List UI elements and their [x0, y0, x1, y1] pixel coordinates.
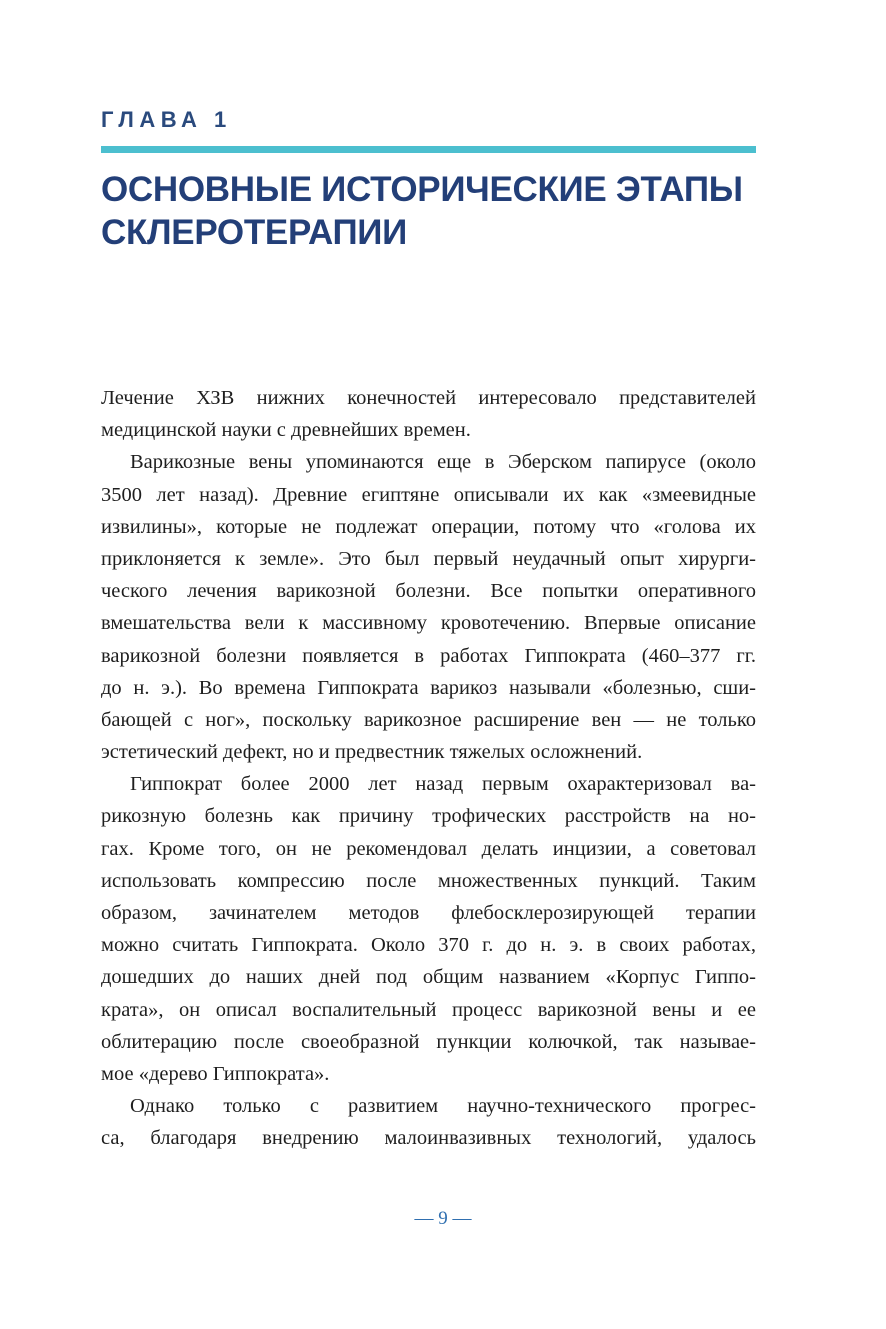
paragraph — [101, 1090, 756, 1154]
text-line: гах. Кроме того, он не рекомендовал делать инцизии, а советовал — [101, 837, 756, 860]
chapter-title-line: ОСНОВНЫЕ ИСТОРИЧЕСКИЕ ЭТАПЫ — [101, 170, 743, 209]
text-line: эстетический дефект, но и предвестник тяжелых осложнений. — [101, 741, 643, 764]
text-line: вмешательства вели к массивному кровотечению. Впервые описание — [101, 612, 756, 635]
text-line: Однако только с развитием научно-технического прогрес- — [130, 1095, 756, 1118]
page-number: — 9 — — [414, 1208, 472, 1229]
chapter-title-line: СКЛЕРОТЕРАПИИ — [101, 213, 408, 252]
text-line: Гиппократ более 2000 лет назад первым охарактеризовал ва- — [130, 773, 756, 796]
text-line: медицинской науки с древнейших времен. — [101, 419, 471, 442]
text-line: крата», он описал воспалительный процесс варикозной вены и ее — [101, 998, 756, 1021]
text-line: использовать компрессию после множественных пункций. Таким — [101, 869, 756, 892]
text-line: рикозную болезнь как причину трофических расстройств на но- — [101, 805, 756, 828]
text-line: можно считать Гиппократа. Около 370 г. до н. э. в своих работах, — [101, 934, 756, 957]
text-line: Варикозные вены упоминаются еще в Эберском папирусе (около — [130, 451, 756, 474]
text-line: приклоняется к земле». Это был первый неудачный опыт хирурги- — [101, 547, 756, 570]
body-text — [101, 382, 756, 1155]
paragraph — [101, 446, 756, 768]
text-line: Лечение ХЗВ нижних конечностей интересовало представителей — [101, 387, 756, 409]
text-line: мое «дерево Гиппократа». — [101, 1062, 330, 1085]
paragraph — [101, 382, 756, 446]
text-line: дошедших до наших дней под общим названием «Корпус Гиппо- — [101, 966, 756, 989]
text-line: образом, зачинателем методов флебосклерозирующей терапии — [101, 902, 756, 924]
text-line: 3500 лет назад). Древние египтяне описывали их как «змеевидные — [101, 483, 756, 506]
paragraph — [101, 768, 756, 1090]
text-line: извилины», которые не подлежат операции, потому что «голова их — [101, 515, 756, 538]
text-line: варикозной болезни появляется в работах Гиппократа (460–377 гг. — [101, 644, 756, 667]
chapter-divider — [101, 146, 756, 153]
text-line: до н. э.). Во времена Гиппократа варикоз называли «болезнью, сши- — [101, 676, 756, 699]
chapter-title — [101, 168, 781, 254]
chapter-label: ГЛАВА 1 — [101, 107, 232, 132]
text-line: ческого лечения варикозной болезни. Все попытки оперативного — [101, 580, 756, 603]
text-line: облитерацию после своеобразной пункции колючкой, так называе- — [101, 1030, 756, 1053]
text-line: бающей с ног», поскольку варикозное расширение вен — не только — [101, 708, 756, 731]
text-line: са, благодаря внедрению малоинвазивных технологий, удалось — [101, 1127, 756, 1150]
